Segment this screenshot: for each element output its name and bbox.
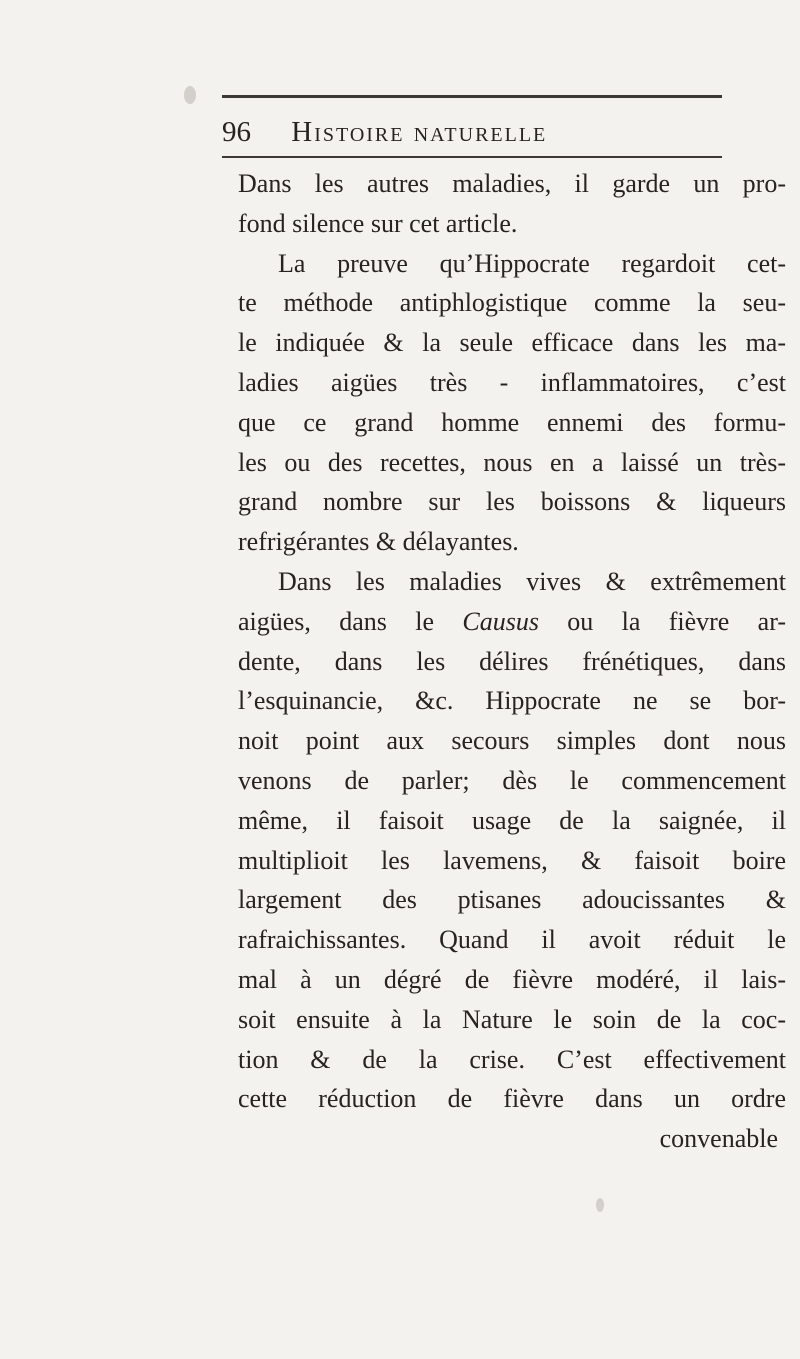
- running-title: Histoire naturelle: [291, 116, 548, 148]
- text-line: tion & de la crise. C’est effectivement: [238, 1044, 786, 1074]
- text-line: noit point aux secours simples dont nous: [238, 726, 786, 756]
- header-rule: [222, 156, 722, 158]
- text-line: même, il faisoit usage de la saignée, il: [238, 805, 786, 835]
- text-segment: aigües, dans le: [238, 606, 435, 636]
- text-line: La preuve qu’Hippocrate regardoit cet-: [278, 248, 786, 278]
- text-line: refrigérantes & délayantes.: [238, 527, 519, 557]
- text-line: Dans les maladies vives & extrêmement: [278, 566, 786, 596]
- text-segment: ou la fièvre ar-: [567, 606, 787, 636]
- body-text: [238, 164, 786, 1159]
- text-line: l’esquinancie, &c. Hippocrate ne se bor-: [238, 686, 786, 716]
- text-line: que ce grand homme ennemi des formu-: [238, 407, 786, 437]
- catchword: convenable: [659, 1124, 778, 1154]
- text-line: venons de parler; dès le commencement: [238, 765, 786, 795]
- text-line: Dans les autres maladies, il garde un pro-: [238, 169, 786, 198]
- text-line: ladies aigües très - inflammatoires, c’est: [238, 367, 786, 397]
- running-header: [222, 114, 692, 154]
- text-line: [238, 602, 786, 642]
- ink-smudge: [184, 86, 196, 104]
- text-line: rafraichissantes. Quand il avoit réduit le: [238, 925, 786, 955]
- text-line: dente, dans les délires frénétiques, dans: [238, 646, 786, 676]
- text-line: le indiquée & la seule efficace dans les ma-: [238, 328, 786, 358]
- text-line: soit ensuite à la Nature le soin de la coc-: [238, 1004, 786, 1034]
- text-line: mal à un dégré de fièvre modéré, il lais-: [238, 964, 786, 994]
- text-line: fond silence sur cet article.: [238, 208, 518, 238]
- top-rule: [222, 95, 722, 98]
- text-line: les ou des recettes, nous en a laissé un très-: [238, 447, 786, 477]
- text-line: cette réduction de fièvre dans un ordre: [238, 1084, 786, 1114]
- text-line: multiplioit les lavemens, & faisoit boire: [238, 845, 786, 875]
- text-line: largement des ptisanes adoucissantes &: [238, 885, 786, 915]
- text-line: te méthode antiphlogistique comme la seu-: [238, 288, 786, 318]
- ink-smudge: [596, 1198, 604, 1212]
- page-number: 96: [222, 116, 251, 148]
- italic-term: Causus: [462, 606, 539, 636]
- text-line: grand nombre sur les boissons & liqueurs: [238, 487, 786, 517]
